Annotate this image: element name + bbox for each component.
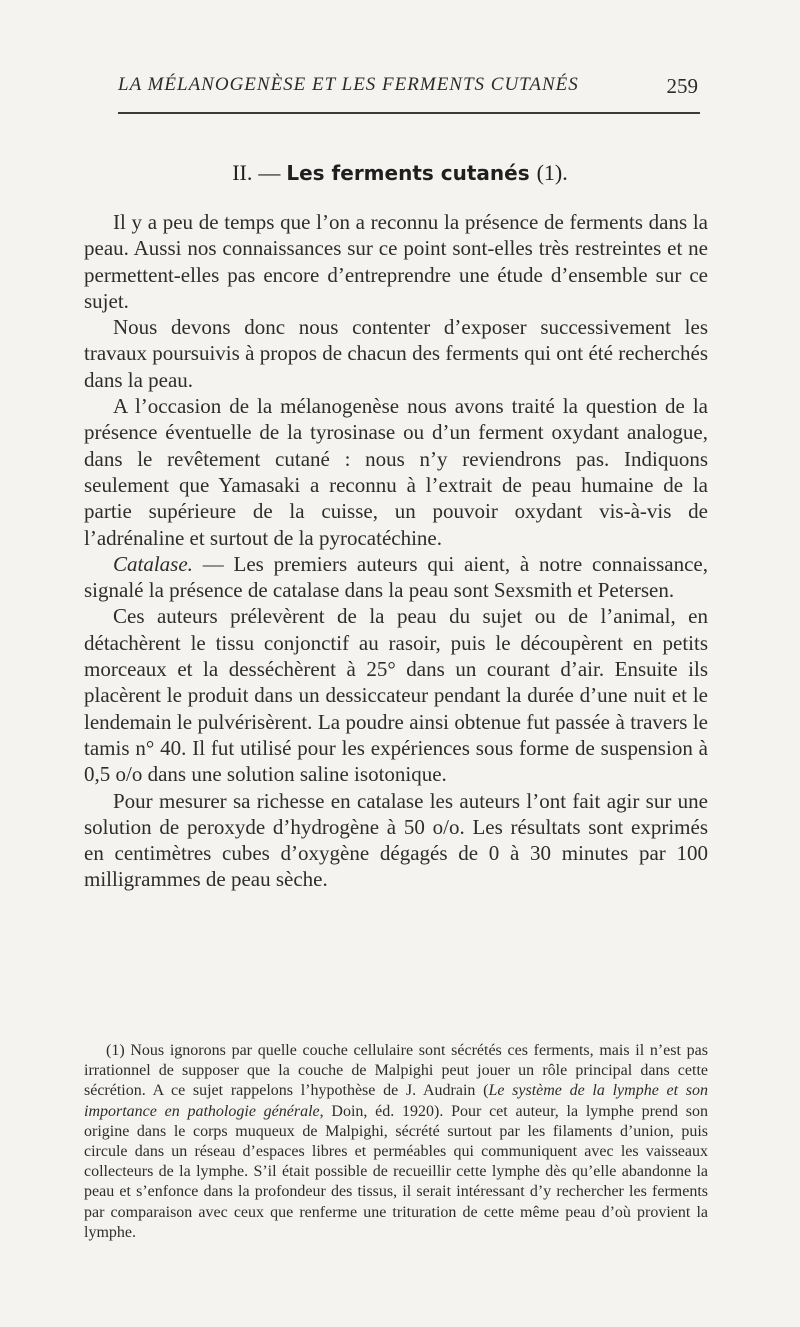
paragraph-2: Nous devons donc nous contenter d’exposer successivement les travaux poursuivis à propos de chacun des ferments qui ont été recherchés dans la peau. [84,315,708,392]
footnote-block [84,1041,708,1243]
page-number: 259 [666,74,698,98]
footnote-text-part2: , Doin, éd. 1920). Pour cet auteur, la lymphe prend son origine dans le corps muqueux de Malpighi, sécrété surtout par les filaments d’union, puis circule dans un réseau d’espaces libres et perméables qui communiquent avec les vaisseaux collecteurs de la lymphe. S’il était possible de recueillir cette lymphe dès qu’elle abandonne la peau et s’enfonce dans la profondeur des tissus, il serait intéressant d’y rechercher les ferments par comparaison avec ceux que renferme une trituration de cette même peau d’où provient la lymphe. [84,1102,709,1241]
header-rule [118,112,700,114]
paragraph-3: A l’occasion de la mélanogenèse nous avons traité la question de la présence éventuelle de la tyrosinase ou d’un ferment oxydant analogue, dans le revêtement cutané : nous n’y reviendrons pas. Indiquons seulement que Yamasaki a reconnu à l’extrait de peau humaine de la partie supérieure de la cuisse, un pouvoir oxydant vis-à-vis de l’adrénaline et surtout de la pyrocatéchine. [84,394,708,550]
footnote-text-part1: (1) Nous ignorons par quelle couche cellulaire sont sécrétés ces ferments, mais il n’est pas irrationnel de supposer que la couche de Malpighi peut jouer un rôle principal dans cette sécrétion. A ce sujet rappelons l’hypothèse de J. Audrain ( [84,1042,708,1100]
footnote-1 [84,1041,708,1243]
body-text [84,209,708,893]
paragraph-6: Pour mesurer sa richesse en catalase les auteurs l’ont fait agir sur une solution de peroxyde d’hydrogène à 50 o/o. Les résultats sont exprimés en centimètres cubes d’oxygène dégagés de 0 à 30 minutes par 100 milligrammes de peau sèche. [84,788,708,892]
catalase-term: Catalase. [113,551,193,576]
running-title: LA MÉLANOGENÈSE ET LES FERMENTS CUTANÉS [118,74,579,95]
section-title-text: Les ferments cutanés [286,161,530,185]
paragraph-catalase [84,551,708,604]
paragraph-5: Ces auteurs prélevèrent de la peau du sujet ou de l’animal, en détachèrent le tissu conjonctif au rasoir, puis le découpèrent en petits morceaux et la desséchèrent à 25° dans un courant d’air. Ensuite ils placèrent le produit dans un dessiccateur pendant la durée d’une nuit et le lendemain le pulvérisèrent. La poudre ainsi obtenue fut passée à travers le tamis n° 40. Il fut utilisé pour les expériences sous forme de suspension à 0,5 o/o dans une solution saline isotonique. [84,604,708,787]
footnote-book-title: Le système de la lymphe et son importance en pathologie générale [84,1082,709,1120]
catalase-text: — Les premiers auteurs qui aient, à notre connaissance, signalé la présence de catalase dans la peau sont Sexsmith et Petersen. [84,551,708,603]
section-heading [0,160,800,186]
paragraph-1: Il y a peu de temps que l’on a reconnu la présence de ferments dans la peau. Aussi nos connaissances sur ce point sont-elles très restreintes et ne permettent-elles pas encore d’entreprendre une étude d’ensemble sur ce sujet. [84,210,708,313]
section-dash: — [258,160,281,185]
section-number: II. [232,160,253,185]
footnote-reference: (1). [536,160,568,185]
